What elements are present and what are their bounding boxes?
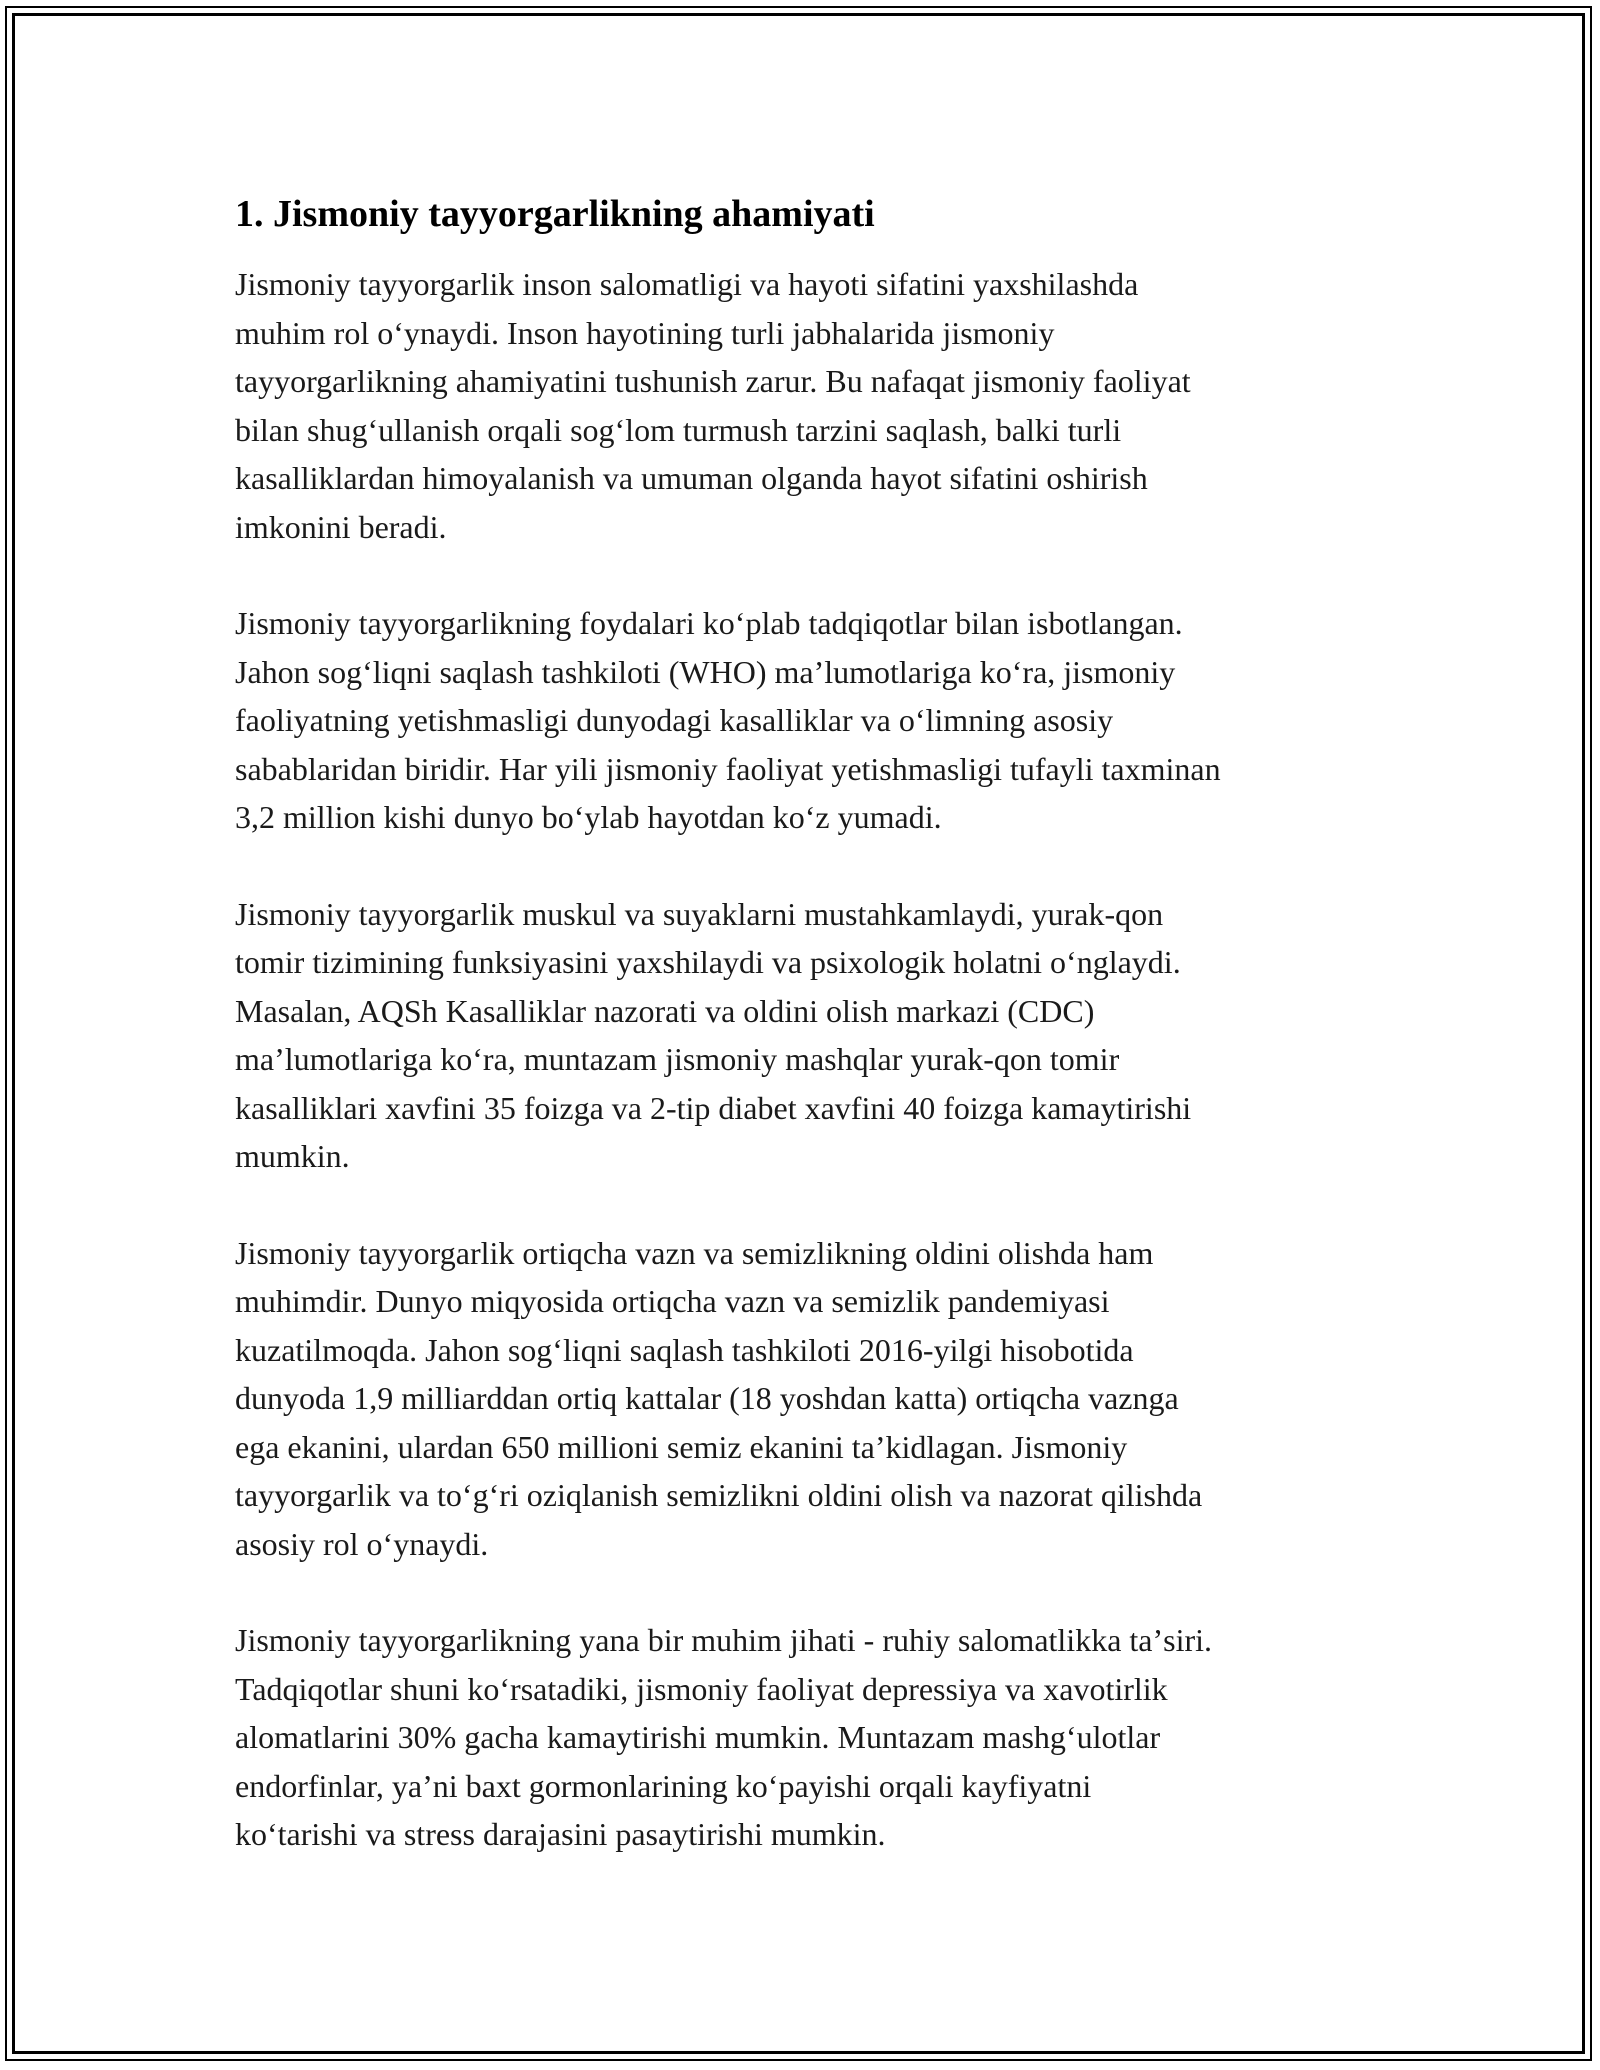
paragraph-line: dunyoda 1,9 milliarddan ortiq kattalar (18 yoshdan katta) ortiqcha vaznga — [235, 1380, 1179, 1416]
paragraph-line: faoliyatning yetishmasligi dunyodagi kasalliklar va oʻlimning asosiy — [235, 702, 1114, 738]
paragraph — [235, 599, 1375, 842]
paragraph-line: mumkin. — [235, 1138, 350, 1174]
paragraph-line: Jismoniy tayyorgarlik ortiqcha vazn va semizlikning oldini olishda ham — [235, 1234, 1154, 1271]
paragraph-line: Jismoniy tayyorgarlikning yana bir muhim jihati - ruhiy salomatlikka taʼsiri. — [235, 1622, 1213, 1658]
paragraph — [235, 1616, 1375, 1859]
document-body — [235, 190, 1375, 1907]
paragraph-line: imkonini beradi. — [235, 508, 447, 545]
paragraph-line: tayyorgarlik va toʻgʻri oziqlanish semizlikni oldini olish va nazorat qilishda — [235, 1477, 1203, 1513]
paragraph — [235, 890, 1375, 1181]
paragraph-line: muhim rol oʻynaydi. Inson hayotining turli jabhalarida jismoniy — [235, 314, 1055, 351]
paragraph-line: kasalliklardan himoyalanish va umuman olganda hayot sifatini oshirish — [235, 460, 1148, 496]
paragraph-line: sabablaridan biridir. Har yili jismoniy faoliyat yetishmasligi tufayli taxminan — [235, 750, 1221, 787]
paragraph — [235, 1229, 1375, 1569]
paragraph-line: alomatlarini 30% gacha kamaytirishi mumkin. Muntazam mashgʻulotlar — [235, 1719, 1161, 1755]
paragraph-line: ega ekanini, ulardan 650 millioni semiz ekanini taʼkidlagan. Jismoniy — [235, 1428, 1128, 1465]
paragraph-line: koʻtarishi va stress darajasini pasaytirishi mumkin. — [235, 1816, 886, 1852]
paragraph-line: bilan shugʻullanish orqali sogʻlom turmush tarzini saqlash, balki turli — [235, 411, 1122, 448]
paragraph-line: Jismoniy tayyorgarlik muskul va suyaklarni mustahkamlaydi, yurak-qon — [235, 895, 1164, 932]
paragraph-line: maʼlumotlariga koʻra, muntazam jismoniy mashqlar yurak-qon tomir — [235, 1041, 1120, 1077]
paragraph-line: endorfinlar, yaʼni baxt gormonlarining koʻpayishi orqali kayfiyatni — [235, 1767, 1092, 1804]
paragraph-line: asosiy rol oʻynaydi. — [235, 1525, 489, 1562]
paragraph-line: Jismoniy tayyorgarlikning foydalari koʻplab tadqiqotlar bilan isbotlangan. — [235, 605, 1183, 641]
paragraph — [235, 260, 1375, 551]
paragraph-line: tomir tizimining funksiyasini yaxshilaydi va psixologik holatni oʻnglaydi. — [235, 944, 1181, 980]
paragraph-line: tayyorgarlikning ahamiyatini tushunish zarur. Bu nafaqat jismoniy faoliyat — [235, 363, 1191, 399]
paragraph-line: Tadqiqotlar shuni koʻrsatadiki, jismoniy faoliyat depressiya va xavotirlik — [235, 1670, 1168, 1707]
paragraph-line: Jahon sogʻliqni saqlash tashkiloti (WHO) maʼlumotlariga koʻra, jismoniy — [235, 653, 1176, 690]
section-heading: 1. Jismoniy tayyorgarlikning ahamiyati — [235, 193, 875, 235]
paragraph-line: muhimdir. Dunyo miqyosida ortiqcha vazn va semizlik pandemiyasi — [235, 1283, 1110, 1319]
paragraph-line: kuzatilmoqda. Jahon sogʻliqni saqlash tashkiloti 2016-yilgi hisobotida — [235, 1331, 1134, 1368]
paragraph-line: 3,2 million kishi dunyo boʻylab hayotdan koʻz yumadi. — [235, 799, 942, 835]
paragraph-list — [235, 260, 1375, 1859]
paragraph-line: Masalan, AQSh Kasalliklar nazorati va oldini olish markazi (CDC) — [235, 992, 1095, 1029]
paragraph-line: kasalliklari xavfini 35 foizga va 2-tip diabet xavfini 40 foizga kamaytirishi — [235, 1089, 1192, 1126]
paragraph-line: Jismoniy tayyorgarlik inson salomatligi va hayoti sifatini yaxshilashda — [235, 266, 1139, 302]
